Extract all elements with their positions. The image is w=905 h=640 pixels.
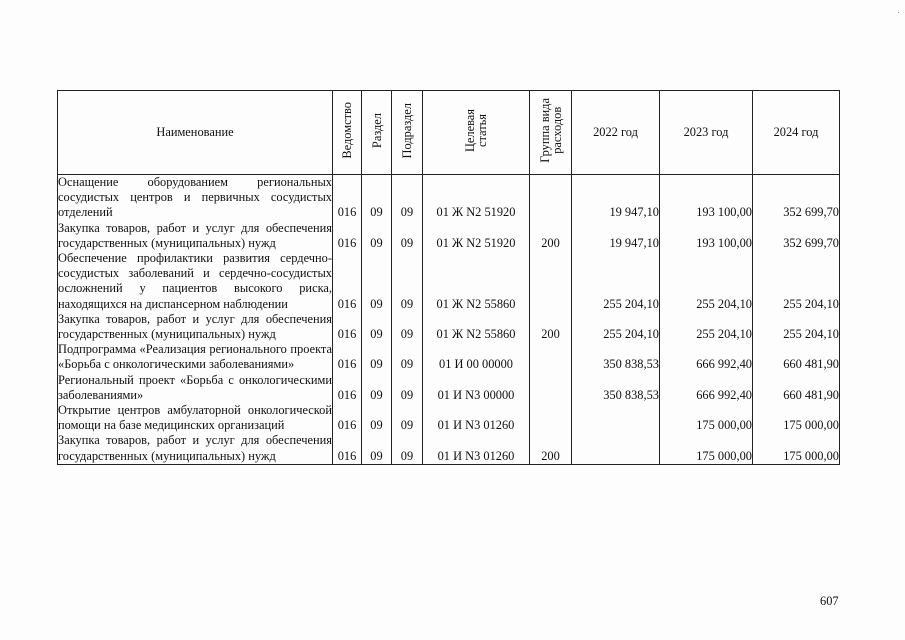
- cell-2022: [572, 342, 660, 372]
- cell-target-item: [423, 175, 530, 221]
- cell-name: [58, 312, 333, 342]
- cell-subsection: [392, 342, 423, 372]
- cell-section: [362, 221, 392, 251]
- cell-name: [58, 251, 333, 312]
- cell-target-item: [423, 221, 530, 251]
- cell-ministry: [333, 221, 362, 251]
- cell-2024: [753, 373, 840, 403]
- cell-2024-value: 660 481,90: [783, 357, 839, 372]
- cell-2024-value: 175 000,00: [783, 448, 839, 463]
- cell-section: [362, 312, 392, 342]
- cell-2023: [660, 373, 753, 403]
- cell-2022: [572, 251, 660, 312]
- cell-ministry-value: 016: [337, 296, 357, 311]
- cell-2024-value: 660 481,90: [783, 387, 839, 402]
- table-body: [58, 175, 840, 465]
- header-name-label: Наименование: [156, 124, 234, 139]
- cell-subsection: [392, 221, 423, 251]
- cell-section-value: 09: [370, 296, 383, 311]
- cell-2024: [753, 221, 840, 251]
- cell-2023: [660, 251, 753, 312]
- cell-expense-group: [530, 373, 572, 403]
- cell-target-item: [423, 342, 530, 372]
- cell-2022: [572, 373, 660, 403]
- cell-ministry-value: 016: [337, 327, 357, 342]
- cell-2023-value: 193 100,00: [696, 205, 752, 220]
- header-section-label: Раздел: [369, 112, 384, 148]
- header-section: [362, 91, 392, 175]
- cell-2024-value: 352 699,70: [783, 235, 839, 250]
- cell-2022: [572, 433, 660, 464]
- cell-2024: [753, 433, 840, 464]
- cell-section: [362, 175, 392, 221]
- cell-ministry-value: 016: [337, 418, 357, 433]
- cell-section-value: 09: [370, 418, 383, 433]
- cell-2023-value: 255 204,10: [696, 296, 752, 311]
- header-name: [58, 91, 333, 175]
- cell-target-item: [423, 373, 530, 403]
- cell-ministry-value: 016: [337, 235, 357, 250]
- cell-name: [58, 342, 333, 372]
- cell-2024-value: 175 000,00: [783, 418, 839, 433]
- cell-name-value: Подпрограмма «Реализация регионального проекта «Борьба с онкологическими заболеваниями»: [58, 342, 332, 372]
- cell-target-item: [423, 433, 530, 464]
- cell-name: [58, 433, 333, 464]
- cell-section-value: 09: [370, 448, 383, 463]
- cell-section-value: 09: [370, 357, 383, 372]
- cell-2022-value: 350 838,53: [603, 357, 659, 372]
- table-row: [58, 373, 840, 403]
- cell-section-value: 09: [370, 327, 383, 342]
- cell-ministry-value: 016: [337, 357, 357, 372]
- table-header-row: [58, 91, 840, 175]
- cell-section: [362, 373, 392, 403]
- cell-name: [58, 221, 333, 251]
- cell-target-item: [423, 251, 530, 312]
- header-2024-label: 2024 год: [773, 124, 819, 139]
- cell-name-value: Закупка товаров, работ и услуг для обеспечения государственных (муниципальных) нужд: [58, 433, 332, 463]
- cell-section-value: 09: [370, 387, 383, 402]
- cell-target-item-value: 01 И 00 00000: [439, 357, 513, 372]
- cell-ministry: [333, 342, 362, 372]
- cell-subsection: [392, 175, 423, 221]
- header-target-item: [423, 91, 530, 175]
- table-row: [58, 433, 840, 464]
- cell-ministry: [333, 433, 362, 464]
- table-row: [58, 403, 840, 433]
- cell-target-item: [423, 312, 530, 342]
- page-number: 607: [820, 594, 839, 608]
- header-2023-label: 2023 год: [683, 124, 729, 139]
- budget-table: [57, 90, 840, 465]
- cell-expense-group: [530, 342, 572, 372]
- cell-2022: [572, 403, 660, 433]
- cell-expense-group: [530, 251, 572, 312]
- cell-2022: [572, 221, 660, 251]
- cell-target-item-value: 01 И N3 01260: [437, 448, 515, 463]
- cell-2024: [753, 175, 840, 221]
- cell-2024: [753, 312, 840, 342]
- cell-subsection-value: 09: [400, 448, 414, 463]
- cell-subsection-value: 09: [400, 357, 414, 372]
- table-row: [58, 342, 840, 372]
- header-expense-group: [530, 91, 572, 175]
- cell-target-item-value: 01 Ж N2 51920: [436, 235, 516, 250]
- cell-subsection-value: 09: [400, 205, 414, 220]
- cell-expense-group: [530, 221, 572, 251]
- cell-subsection: [392, 433, 423, 464]
- cell-2023: [660, 342, 753, 372]
- cell-section: [362, 433, 392, 464]
- cell-section-value: 09: [370, 205, 383, 220]
- cell-name-value: Обеспечение профилактики развития сердечно-сосудистых заболеваний и сердечно-сосудистых осложнений у пациентов высокого риска, находящихся на диспансерном наблюдении: [58, 251, 332, 311]
- cell-2022: [572, 175, 660, 221]
- cell-2023-value: 666 992,40: [696, 357, 752, 372]
- cell-2024-value: 255 204,10: [783, 296, 839, 311]
- cell-target-item-value: 01 Ж N2 55860: [436, 327, 516, 342]
- cell-subsection-value: 09: [400, 418, 414, 433]
- cell-ministry: [333, 251, 362, 312]
- cell-2023: [660, 433, 753, 464]
- header-target-item-label: Целевая статья: [463, 108, 489, 152]
- cell-subsection: [392, 403, 423, 433]
- cell-section: [362, 403, 392, 433]
- cell-name: [58, 175, 333, 221]
- cell-expense-group-value: 200: [541, 235, 560, 250]
- cell-expense-group: [530, 403, 572, 433]
- cell-name-value: Закупка товаров, работ и услуг для обеспечения государственных (муниципальных) нужд: [58, 311, 332, 342]
- cell-section: [362, 342, 392, 372]
- cell-expense-group-value: 200: [541, 327, 560, 342]
- cell-2023: [660, 312, 753, 342]
- header-2024: [753, 91, 840, 175]
- cell-2022-value: 19 947,10: [609, 235, 659, 250]
- cell-2024: [753, 342, 840, 372]
- cell-ministry: [333, 403, 362, 433]
- cell-2024: [753, 251, 840, 312]
- cell-section-value: 09: [370, 235, 383, 250]
- header-2023: [660, 91, 753, 175]
- cell-2023-value: 175 000,00: [696, 448, 752, 463]
- cell-ministry: [333, 175, 362, 221]
- cell-2022-value: 19 947,10: [609, 205, 659, 220]
- cell-subsection-value: 09: [400, 235, 414, 250]
- cell-ministry: [333, 373, 362, 403]
- cell-subsection: [392, 251, 423, 312]
- cell-subsection: [392, 312, 423, 342]
- cell-subsection-value: 09: [400, 296, 414, 311]
- cell-name: [58, 403, 333, 433]
- table-row: [58, 312, 840, 342]
- header-subsection-label: Подраздел: [400, 102, 414, 159]
- cell-target-item-value: 01 И N3 00000: [437, 387, 515, 402]
- table-row: [58, 175, 840, 221]
- cell-ministry: [333, 312, 362, 342]
- cell-target-item-value: 01 Ж N2 55860: [436, 296, 516, 311]
- table-row: [58, 221, 840, 251]
- cell-2023-value: 666 992,40: [696, 387, 752, 402]
- cell-name-value: Оснащение оборудованием региональных сосудистых центров и первичных сосудистых отделений: [58, 175, 332, 220]
- cell-expense-group: [530, 175, 572, 221]
- cell-ministry-value: 016: [337, 448, 357, 463]
- header-2022: [572, 91, 660, 175]
- cell-name: [58, 373, 333, 403]
- cell-2023-value: 255 204,10: [696, 327, 752, 342]
- cell-2023-value: 193 100,00: [696, 235, 752, 250]
- scan-speck: [898, 12, 899, 13]
- cell-subsection-value: 09: [400, 387, 414, 402]
- cell-expense-group: [530, 312, 572, 342]
- cell-2022: [572, 312, 660, 342]
- cell-expense-group-value: 200: [541, 448, 560, 463]
- header-ministry-label: Ведомство: [340, 102, 354, 159]
- cell-2024-value: 352 699,70: [783, 205, 839, 220]
- cell-name-value: Открытие центров амбулаторной онкологической помощи на базе медицинских организаций: [58, 403, 332, 433]
- cell-target-item: [423, 403, 530, 433]
- header-2022-label: 2022 год: [593, 124, 638, 139]
- header-expense-group-label: Группа вида расходов: [537, 98, 564, 163]
- cell-2022-value: 255 204,10: [603, 296, 659, 311]
- cell-2023: [660, 175, 753, 221]
- cell-2023-value: 175 000,00: [696, 418, 752, 433]
- cell-expense-group: [530, 433, 572, 464]
- cell-subsection-value: 09: [400, 327, 414, 342]
- header-ministry: [333, 91, 362, 175]
- cell-ministry-value: 016: [337, 387, 357, 402]
- cell-ministry-value: 016: [337, 205, 357, 220]
- cell-subsection: [392, 373, 423, 403]
- header-subsection: [392, 91, 423, 175]
- cell-section: [362, 251, 392, 312]
- cell-2022-value: 255 204,10: [603, 327, 659, 342]
- cell-2024-value: 255 204,10: [783, 327, 839, 342]
- cell-2022-value: 350 838,53: [603, 387, 659, 402]
- cell-2023: [660, 403, 753, 433]
- cell-2024: [753, 403, 840, 433]
- cell-name-value: Закупка товаров, работ и услуг для обеспечения государственных (муниципальных) нужд: [58, 220, 332, 250]
- cell-target-item-value: 01 Ж N2 51920: [436, 205, 516, 220]
- cell-2023: [660, 221, 753, 251]
- table-row: [58, 251, 840, 312]
- cell-target-item-value: 01 И N3 01260: [437, 418, 515, 433]
- cell-name-value: Региональный проект «Борьба с онкологическими заболеваниями»: [58, 372, 332, 402]
